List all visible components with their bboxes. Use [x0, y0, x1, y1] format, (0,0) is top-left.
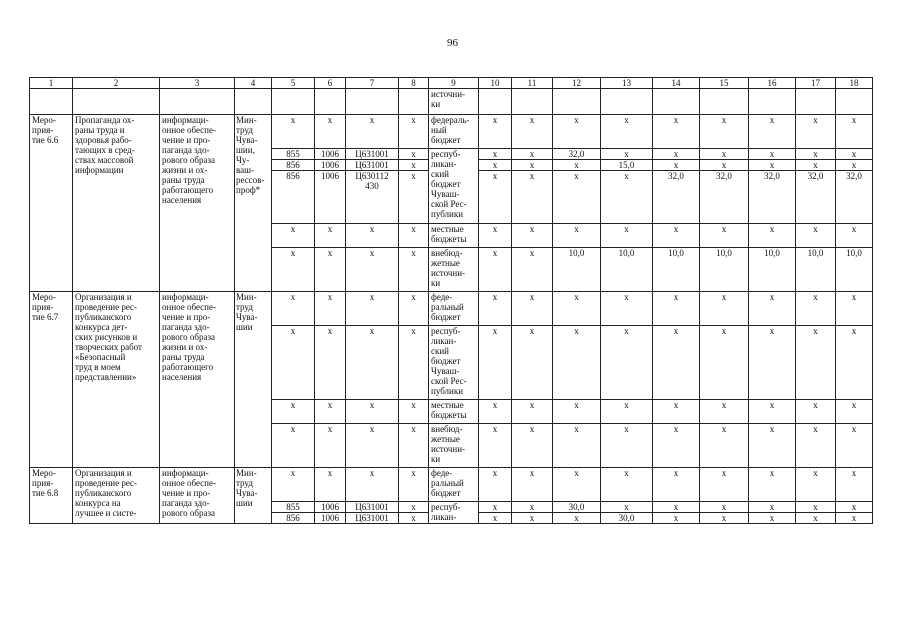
code-cell: x [272, 326, 315, 400]
funding-source: местные бюджеты [429, 224, 479, 248]
code-cell: 1006 [315, 513, 346, 524]
value-cell: x [479, 513, 512, 524]
value-cell: 32,0 [749, 171, 796, 224]
empty-cell [601, 89, 653, 115]
value-cell: x [700, 513, 749, 524]
code-cell: x [346, 115, 399, 149]
column-header: 14 [653, 78, 700, 89]
value-cell: x [553, 224, 601, 248]
value-cell: x [512, 160, 553, 171]
value-cell: x [512, 248, 553, 292]
value-cell: x [512, 326, 553, 400]
funding-source: местные бюджеты [429, 400, 479, 424]
code-cell: Ц630112 430 [346, 171, 399, 224]
measure-description: Пропаганда ох- раны труда и здоровья рабо- тающих в сред- ствах массовой информации [73, 115, 160, 292]
column-header: 5 [272, 78, 315, 89]
header-row [30, 78, 873, 89]
value-cell: x [836, 424, 873, 468]
empty-cell [700, 89, 749, 115]
value-cell: x [700, 326, 749, 400]
value-cell: x [653, 160, 700, 171]
code-cell: x [272, 292, 315, 326]
empty-cell [512, 89, 553, 115]
value-cell: x [749, 115, 796, 149]
funding-source: внебюд- жетные источни- ки [429, 248, 479, 292]
value-cell: 10,0 [796, 248, 836, 292]
value-cell: x [601, 292, 653, 326]
value-cell: x [796, 513, 836, 524]
measure-executor: Мин- труд Чува- шии [235, 292, 272, 468]
value-cell: 30,0 [553, 502, 601, 513]
code-cell: x [346, 400, 399, 424]
value-cell: x [749, 400, 796, 424]
code-cell: x [315, 326, 346, 400]
measure-description: Организация и проведение рес- публиканского конкурса на лучшее и систе- [73, 468, 160, 524]
value-cell: x [479, 115, 512, 149]
value-cell: x [512, 400, 553, 424]
value-cell: x [836, 502, 873, 513]
code-cell: Ц631001 [346, 149, 399, 160]
value-cell: x [479, 224, 512, 248]
empty-cell [30, 89, 73, 115]
code-cell: Ц631001 [346, 513, 399, 524]
code-cell: x [399, 502, 429, 513]
value-cell: x [749, 292, 796, 326]
table-row [30, 292, 873, 326]
value-cell: x [796, 115, 836, 149]
value-cell: x [836, 326, 873, 400]
value-cell: x [512, 115, 553, 149]
value-cell: x [553, 326, 601, 400]
code-cell: x [399, 115, 429, 149]
code-cell: 1006 [315, 171, 346, 224]
funding-source: респуб- ликан- ский бюджет Чуваш- ской Рес- публики [429, 326, 479, 400]
code-cell: x [346, 424, 399, 468]
value-cell: x [601, 468, 653, 502]
code-cell: x [399, 224, 429, 248]
measure-goal: информаци- онное обеспе- чение и про- паганда здо- рового образа жизни и ох- раны труда работающего населения [160, 115, 235, 292]
column-header: 11 [512, 78, 553, 89]
empty-cell [160, 89, 235, 115]
funding-source: респуб- ликан- ский бюджет Чуваш- ской Рес- публики [429, 149, 479, 224]
code-cell: 855 [272, 149, 315, 160]
funding-source: федераль- ный бюджет [429, 115, 479, 149]
code-cell: x [315, 248, 346, 292]
funding-source: феде- ральный бюджет [429, 468, 479, 502]
value-cell: x [796, 292, 836, 326]
empty-cell [653, 89, 700, 115]
value-cell: x [553, 513, 601, 524]
column-header: 8 [399, 78, 429, 89]
code-cell: x [315, 115, 346, 149]
value-cell: x [479, 326, 512, 400]
empty-cell [749, 89, 796, 115]
measure-description: Организация и проведение рес- публиканского конкурса дет- ских рисунков и творческих работ «Безопасный труд в моем представлении» [73, 292, 160, 468]
value-cell: 10,0 [700, 248, 749, 292]
value-cell: x [512, 424, 553, 468]
value-cell: x [796, 502, 836, 513]
column-header: 16 [749, 78, 796, 89]
code-cell: x [399, 326, 429, 400]
value-cell: x [479, 248, 512, 292]
value-cell: x [700, 292, 749, 326]
value-cell: x [479, 149, 512, 160]
value-cell: x [836, 513, 873, 524]
column-header: 17 [796, 78, 836, 89]
value-cell: x [601, 502, 653, 513]
value-cell: x [749, 513, 796, 524]
value-cell: x [553, 115, 601, 149]
value-cell: x [479, 160, 512, 171]
value-cell: x [653, 115, 700, 149]
code-cell: x [346, 326, 399, 400]
value-cell: x [479, 171, 512, 224]
value-cell: x [653, 292, 700, 326]
value-cell: x [796, 149, 836, 160]
code-cell: x [315, 400, 346, 424]
value-cell: x [479, 400, 512, 424]
value-cell: x [836, 468, 873, 502]
code-cell: x [399, 149, 429, 160]
value-cell: x [553, 400, 601, 424]
value-cell: x [512, 224, 553, 248]
value-cell: x [479, 424, 512, 468]
value-cell: x [601, 424, 653, 468]
empty-cell [272, 89, 315, 115]
empty-cell [553, 89, 601, 115]
code-cell: x [399, 424, 429, 468]
value-cell: x [601, 115, 653, 149]
empty-cell [346, 89, 399, 115]
measure-executor: Мин- труд Чува- шии, Чу- ваш- рессов- проф* [235, 115, 272, 292]
code-cell: x [399, 171, 429, 224]
code-cell: Ц631001 [346, 502, 399, 513]
value-cell: x [512, 468, 553, 502]
value-cell: x [749, 149, 796, 160]
measure-name: Меро- прия- тие 6.6 [30, 115, 73, 292]
code-cell: 856 [272, 513, 315, 524]
value-cell: 32,0 [553, 149, 601, 160]
measure-goal: информаци- онное обеспе- чение и про- паганда здо- рового образа жизни и ох- раны труда работающего населения [160, 292, 235, 468]
empty-cell [836, 89, 873, 115]
value-cell: 32,0 [700, 171, 749, 224]
code-cell: x [346, 224, 399, 248]
value-cell: 10,0 [749, 248, 796, 292]
code-cell: 1006 [315, 160, 346, 171]
code-cell: x [399, 292, 429, 326]
column-header: 1 [30, 78, 73, 89]
value-cell: x [601, 400, 653, 424]
value-cell: x [796, 468, 836, 502]
value-cell: x [553, 424, 601, 468]
value-cell: 32,0 [653, 171, 700, 224]
value-cell: x [796, 400, 836, 424]
code-cell: x [272, 468, 315, 502]
column-header: 18 [836, 78, 873, 89]
code-cell: x [315, 292, 346, 326]
value-cell: x [700, 224, 749, 248]
value-cell: x [601, 171, 653, 224]
value-cell: 10,0 [553, 248, 601, 292]
value-cell: x [796, 424, 836, 468]
table-row [30, 115, 873, 149]
empty-cell [399, 89, 429, 115]
measure-executor: Мин- труд Чува- шии [235, 468, 272, 524]
value-cell: x [653, 326, 700, 400]
column-header: 7 [346, 78, 399, 89]
empty-cell [479, 89, 512, 115]
value-cell: x [796, 224, 836, 248]
code-cell: x [315, 224, 346, 248]
funding-source: феде- ральный бюджет [429, 292, 479, 326]
value-cell: x [836, 149, 873, 160]
measure-name: Меро- прия- тие 6.8 [30, 468, 73, 524]
value-cell: x [653, 400, 700, 424]
value-cell: x [601, 224, 653, 248]
code-cell: 856 [272, 160, 315, 171]
code-cell: x [272, 115, 315, 149]
value-cell: x [653, 513, 700, 524]
column-header: 9 [429, 78, 479, 89]
value-cell: x [700, 115, 749, 149]
value-cell: x [700, 502, 749, 513]
value-cell: 10,0 [601, 248, 653, 292]
empty-cell [235, 89, 272, 115]
value-cell: x [653, 424, 700, 468]
funding-source: источни- ки [429, 89, 479, 115]
page-number: 96 [447, 37, 458, 49]
value-cell: x [749, 160, 796, 171]
value-cell: x [512, 149, 553, 160]
value-cell: x [700, 424, 749, 468]
code-cell: x [272, 248, 315, 292]
value-cell: x [601, 326, 653, 400]
value-cell: x [700, 160, 749, 171]
value-cell: x [553, 160, 601, 171]
value-cell: 32,0 [796, 171, 836, 224]
value-cell: x [479, 292, 512, 326]
value-cell: x [653, 468, 700, 502]
budget-table [29, 77, 873, 524]
value-cell: x [653, 149, 700, 160]
measure-name: Меро- прия- тие 6.7 [30, 292, 73, 468]
value-cell: x [700, 468, 749, 502]
code-cell: x [346, 468, 399, 502]
value-cell: x [553, 468, 601, 502]
code-cell: 855 [272, 502, 315, 513]
value-cell: x [836, 400, 873, 424]
empty-cell [796, 89, 836, 115]
value-cell: 10,0 [836, 248, 873, 292]
empty-cell [73, 89, 160, 115]
value-cell: x [749, 468, 796, 502]
column-header: 3 [160, 78, 235, 89]
value-cell: x [653, 502, 700, 513]
value-cell: x [601, 149, 653, 160]
code-cell: x [399, 160, 429, 171]
value-cell: x [700, 149, 749, 160]
code-cell: x [399, 248, 429, 292]
empty-cell [315, 89, 346, 115]
code-cell: x [272, 224, 315, 248]
code-cell: x [315, 424, 346, 468]
code-cell: x [346, 292, 399, 326]
value-cell: x [796, 160, 836, 171]
continued-row [30, 89, 873, 115]
code-cell: x [399, 400, 429, 424]
code-cell: x [315, 468, 346, 502]
value-cell: x [653, 224, 700, 248]
value-cell: x [479, 502, 512, 513]
value-cell: x [512, 292, 553, 326]
code-cell: 1006 [315, 502, 346, 513]
column-header: 15 [700, 78, 749, 89]
value-cell: x [836, 292, 873, 326]
funding-source: внебюд- жетные источни- ки [429, 424, 479, 468]
table-row [30, 468, 873, 502]
column-header: 10 [479, 78, 512, 89]
code-cell: 1006 [315, 149, 346, 160]
value-cell: 30,0 [601, 513, 653, 524]
value-cell: 32,0 [836, 171, 873, 224]
code-cell: x [399, 468, 429, 502]
column-header: 12 [553, 78, 601, 89]
value-cell: 15,0 [601, 160, 653, 171]
value-cell: x [796, 326, 836, 400]
value-cell: x [836, 115, 873, 149]
value-cell: x [479, 468, 512, 502]
measure-goal: информаци- онное обеспе- чение и про- паганда здо- рового образа [160, 468, 235, 524]
column-header: 6 [315, 78, 346, 89]
value-cell: x [749, 502, 796, 513]
value-cell: x [749, 424, 796, 468]
column-header: 13 [601, 78, 653, 89]
column-header: 4 [235, 78, 272, 89]
value-cell: x [553, 292, 601, 326]
code-cell: x [346, 248, 399, 292]
value-cell: 10,0 [653, 248, 700, 292]
value-cell: x [836, 224, 873, 248]
value-cell: x [749, 224, 796, 248]
code-cell: Ц631001 [346, 160, 399, 171]
column-header: 2 [73, 78, 160, 89]
value-cell: x [749, 326, 796, 400]
value-cell: x [512, 171, 553, 224]
funding-source: респуб- ликан- [429, 502, 479, 524]
code-cell: x [399, 513, 429, 524]
code-cell: x [272, 424, 315, 468]
code-cell: 856 [272, 171, 315, 224]
code-cell: x [272, 400, 315, 424]
value-cell: x [700, 400, 749, 424]
value-cell: x [836, 160, 873, 171]
value-cell: x [512, 502, 553, 513]
value-cell: x [553, 171, 601, 224]
value-cell: x [512, 513, 553, 524]
